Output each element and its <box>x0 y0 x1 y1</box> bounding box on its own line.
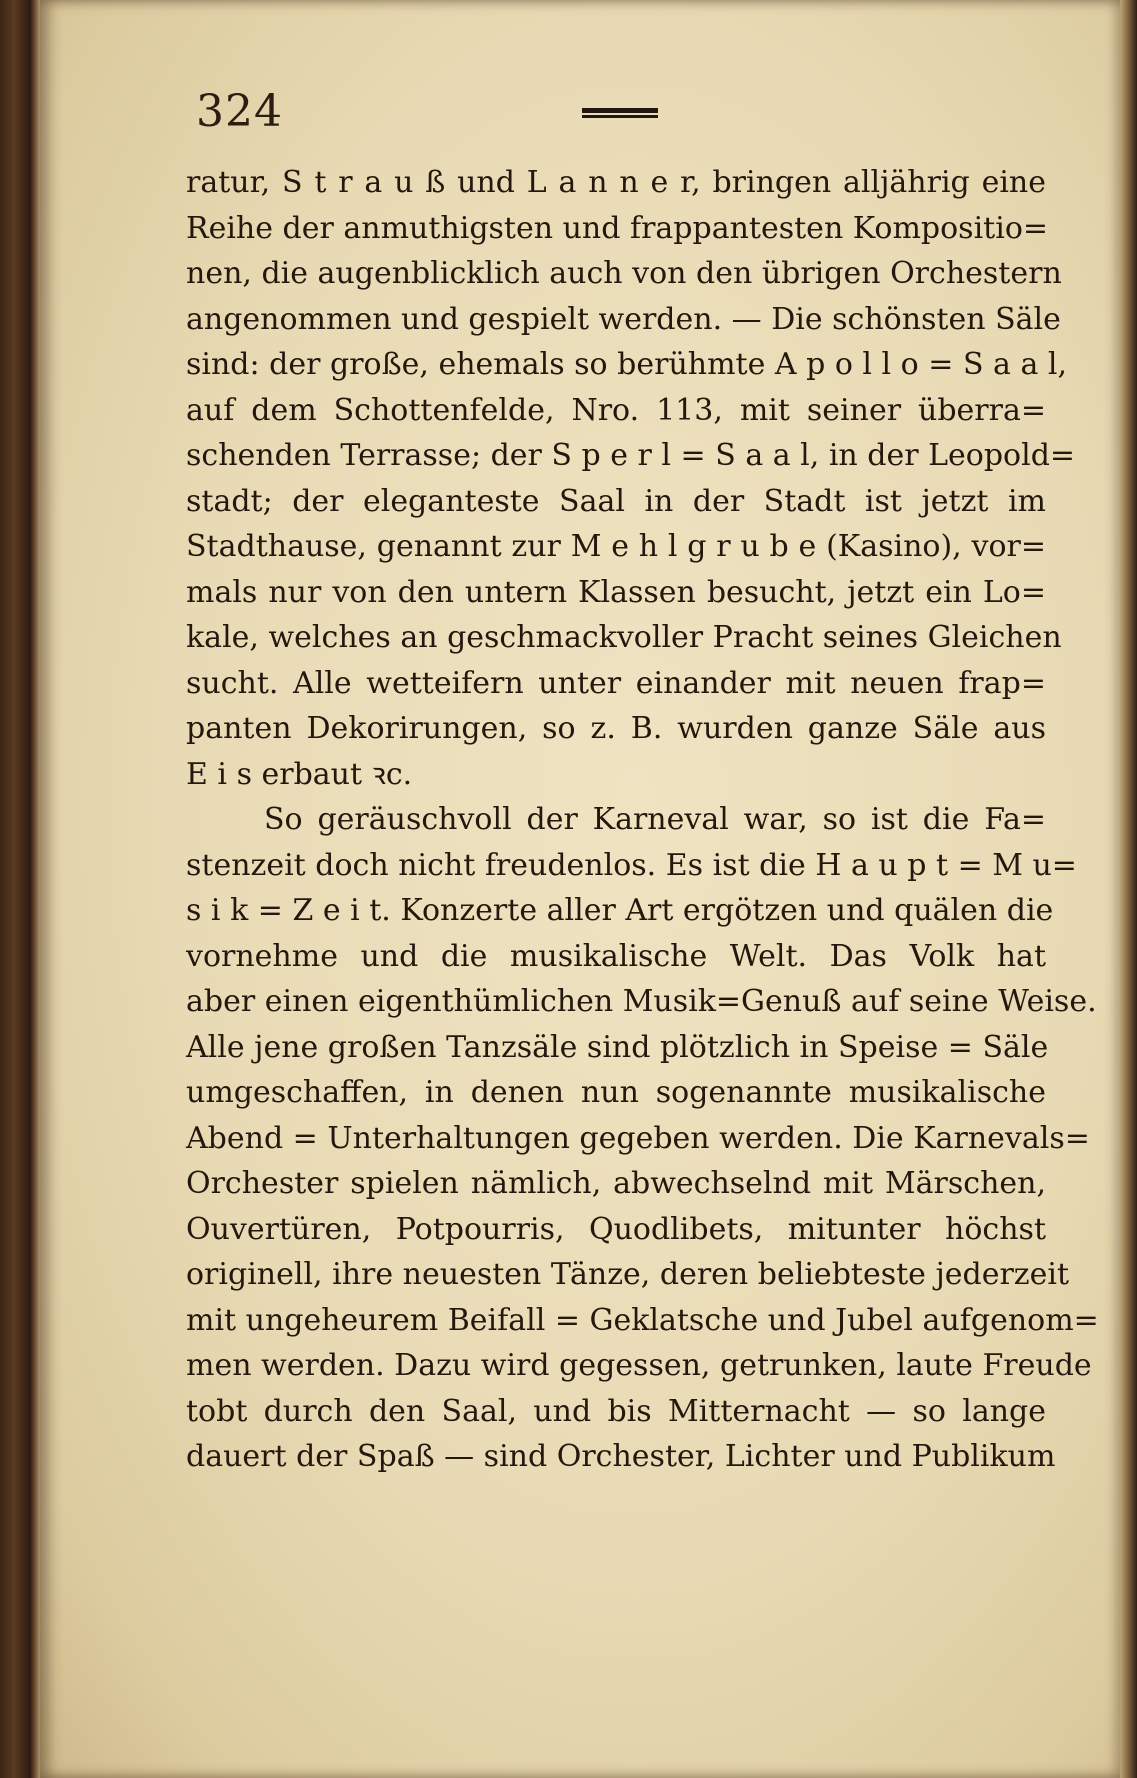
page-number: 324 <box>196 86 283 137</box>
text-line: auf dem Schottenfelde, Nro. 113, mit seiner überra= <box>186 392 1046 428</box>
book-edge <box>1120 0 1137 1778</box>
text-line: men werden. Dazu wird gegessen, getrunken, laute Freude <box>186 1348 1092 1383</box>
text-line: schenden Terrasse; der S p e r l = S a a l, in der Leopold= <box>186 438 1076 473</box>
text-line: panten Dekorirungen, so z. B. wurden ganze Säle aus <box>186 711 1046 746</box>
text-line: Orchester spielen nämlich, abwechselnd mit Märschen, <box>186 1166 1046 1201</box>
text-line: originell, ihre neuesten Tänze, deren beliebteste jederzeit <box>186 1257 1070 1292</box>
text-line: tobt durch den Saal, und bis Mitternacht — so lange <box>186 1393 1046 1429</box>
text-line: s i k = Z e i t. Konzerte aller Art ergötzen und quälen die <box>186 893 1054 928</box>
text-line: Stadthause, genannt zur M e h l g r u b e (Kasino), vor= <box>186 529 1046 564</box>
text-line: E i s erbaut ꝛc. <box>186 756 413 792</box>
text-line: vornehme und die musikalische Welt. Das Volk hat <box>186 938 1046 974</box>
text-line: mit ungeheurem Beifall = Geklatsche und Jubel aufgenom= <box>186 1302 1099 1338</box>
text-line: stenzeit doch nicht freudenlos. Es ist die H a u p t = M u= <box>186 847 1077 883</box>
text-line: angenommen und gespielt werden. — Die schönsten Säle <box>186 301 1061 337</box>
text-line: mals nur von den untern Klassen besucht, jetzt ein Lo= <box>186 574 1046 610</box>
text-line: kale, welches an geschmackvoller Pracht seines Gleichen <box>186 620 1062 655</box>
text-line: nen, die augenblicklich auch von den übrigen Orchestern <box>186 256 1062 291</box>
text-line: Ouvertüren, Potpourris, Quodlibets, mitunter höchst <box>186 1211 1046 1247</box>
text-line: stadt; der eleganteste Saal in der Stadt ist jetzt im <box>186 483 1046 519</box>
text-line: aber einen eigenthümlichen Musik=Genuß auf seine Weise. <box>186 984 1097 1019</box>
text-line: sind: der große, ehemals so berühmte A p o l l o = S a a l, <box>186 347 1068 382</box>
text-line: So geräuschvoll der Karneval war, so ist die Fa= <box>264 802 1046 837</box>
body-text <box>186 160 1099 1480</box>
text-line: Alle jene großen Tanzsäle sind plötzlich in Speise = Säle <box>186 1029 1049 1065</box>
paragraph <box>186 797 1099 1480</box>
text-line: sucht. Alle wetteifern unter einander mit neuen frap= <box>186 665 1046 701</box>
book-page <box>40 0 1120 1778</box>
text-line: ratur, S t r a u ß und L a n n e r, bringen alljährig eine <box>186 165 1046 200</box>
text-line: dauert der Spaß — sind Orchester, Lichter und Publikum <box>186 1439 1056 1474</box>
page-header <box>152 86 1052 146</box>
header-rule <box>582 108 658 118</box>
text-line: umgeschaffen, in denen nun sogenannte musikalische <box>186 1075 1046 1110</box>
paragraph <box>186 160 1076 797</box>
text-line: Reihe der anmuthigsten und frappantesten Kompositio= <box>186 210 1049 246</box>
text-line: Abend = Unterhaltungen gegeben werden. Die Karnevals= <box>186 1120 1090 1156</box>
